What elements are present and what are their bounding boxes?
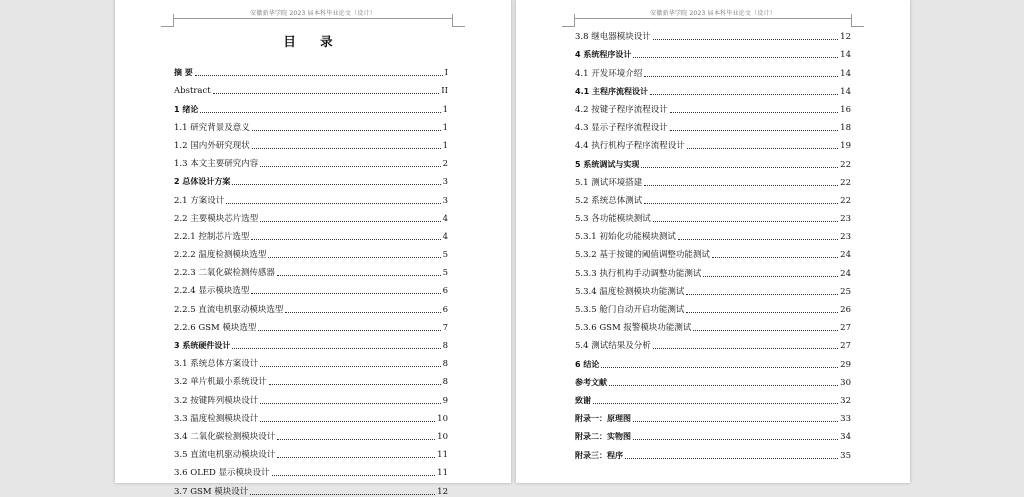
toc-dot-leader bbox=[213, 92, 440, 94]
toc-entry-page-number: 7 bbox=[442, 322, 448, 333]
toc-dot-leader bbox=[277, 456, 435, 458]
toc-entry-page-number: 12 bbox=[437, 486, 448, 497]
toc-entry-page-number: 6 bbox=[442, 304, 448, 315]
toc-entry-label: 2.2.2 温度检测模块选型 bbox=[174, 250, 267, 261]
toc-entry-page-number: 10 bbox=[437, 413, 448, 424]
page-header: 安徽新华学院 2023 届本科毕业论文（设计） bbox=[650, 10, 776, 17]
toc-entry-page-number: 34 bbox=[840, 432, 851, 443]
toc-list-left bbox=[174, 60, 448, 497]
toc-entry[interactable] bbox=[174, 387, 448, 405]
toc-entry-label: 摘 要 bbox=[174, 68, 193, 78]
toc-dot-leader bbox=[653, 347, 838, 349]
toc-entry-label: 5.3.3 执行机构手动调整功能测试 bbox=[575, 268, 702, 279]
toc-entry[interactable] bbox=[575, 115, 851, 133]
toc-entry[interactable] bbox=[174, 60, 448, 78]
toc-entry[interactable] bbox=[174, 278, 448, 296]
toc-dot-leader bbox=[687, 147, 838, 149]
toc-entry-label: 5.3.2 基于按键的阈值调整功能测试 bbox=[575, 250, 710, 261]
toc-entry[interactable] bbox=[174, 115, 448, 133]
toc-entry[interactable] bbox=[575, 333, 851, 351]
toc-entry[interactable] bbox=[575, 315, 851, 333]
toc-entry[interactable] bbox=[575, 188, 851, 206]
toc-entry-page-number: 19 bbox=[840, 141, 851, 152]
toc-entry[interactable] bbox=[174, 460, 448, 478]
toc-entry[interactable] bbox=[174, 151, 448, 169]
toc-entry-label: 5 系统调试与实现 bbox=[575, 159, 640, 169]
toc-dot-leader bbox=[650, 93, 838, 95]
toc-entry[interactable] bbox=[174, 315, 448, 333]
toc-dot-leader bbox=[195, 74, 443, 76]
toc-entry[interactable] bbox=[174, 424, 448, 442]
toc-entry[interactable] bbox=[575, 97, 851, 115]
toc-entry-page-number: 8 bbox=[442, 341, 448, 351]
toc-dot-leader bbox=[252, 147, 441, 149]
toc-entry-label: 2.2.3 二氧化碳检测传感器 bbox=[174, 268, 275, 279]
document-page-left bbox=[115, 0, 511, 497]
toc-entry-page-number: 22 bbox=[840, 177, 851, 188]
toc-dot-leader bbox=[641, 166, 838, 168]
toc-entry-page-number: 14 bbox=[840, 68, 851, 79]
toc-entry[interactable] bbox=[575, 151, 851, 169]
toc-entry-label: 2.1 方案设计 bbox=[174, 195, 225, 206]
toc-entry-page-number: 27 bbox=[840, 323, 851, 334]
toc-dot-leader bbox=[653, 38, 838, 40]
toc-entry-label: 3.8 继电器模块设计 bbox=[575, 32, 651, 43]
toc-entry[interactable] bbox=[575, 279, 851, 297]
toc-entry-label: 2.2.1 控制芯片选型 bbox=[174, 231, 250, 242]
toc-entry-label: 5.3.4 温度检测模块功能测试 bbox=[575, 286, 685, 297]
toc-entry-label: 5.3.1 初始化功能模块测试 bbox=[575, 232, 676, 243]
toc-entry[interactable] bbox=[174, 96, 448, 114]
toc-entry-page-number: 23 bbox=[840, 214, 851, 225]
toc-entry[interactable] bbox=[174, 478, 448, 496]
toc-dot-leader bbox=[252, 129, 441, 131]
toc-entry-label: 3.2 按键阵列模块设计 bbox=[174, 395, 259, 406]
toc-entry-label: 4.1 主程序流程设计 bbox=[575, 86, 648, 96]
toc-entry-label: 1.3 本文主要研究内容 bbox=[174, 159, 259, 170]
header-divider bbox=[574, 18, 852, 19]
toc-entry-label: 4 系统程序设计 bbox=[575, 50, 632, 60]
toc-dot-leader bbox=[268, 256, 440, 258]
toc-entry-page-number: 12 bbox=[840, 32, 851, 43]
toc-dot-leader bbox=[633, 420, 838, 422]
toc-dot-leader bbox=[251, 238, 440, 240]
toc-dot-leader bbox=[269, 383, 441, 385]
toc-entry-label: 2.2.4 显示模块选型 bbox=[174, 286, 250, 297]
toc-entry-page-number: 32 bbox=[840, 395, 851, 406]
toc-dot-leader bbox=[251, 292, 440, 294]
toc-entry[interactable] bbox=[174, 187, 448, 205]
crop-mark-left bbox=[161, 14, 174, 27]
toc-entry[interactable] bbox=[174, 369, 448, 387]
toc-entry-label: 6 结论 bbox=[575, 359, 600, 369]
crop-mark-right bbox=[452, 14, 465, 27]
toc-entry-label: 1.2 国内外研究现状 bbox=[174, 140, 250, 151]
toc-entry-label: 3.3 温度检测模块设计 bbox=[174, 413, 259, 424]
toc-entry-page-number: 1 bbox=[442, 140, 448, 151]
toc-dot-leader bbox=[703, 275, 838, 277]
toc-entry-page-number: 1 bbox=[442, 104, 448, 115]
toc-dot-leader bbox=[686, 293, 838, 295]
toc-entry[interactable] bbox=[174, 442, 448, 460]
toc-entry-label: 3.7 GSM 模块设计 bbox=[174, 486, 249, 497]
toc-entry-page-number: 11 bbox=[437, 450, 448, 461]
toc-dot-leader bbox=[277, 438, 435, 440]
toc-entry[interactable] bbox=[174, 242, 448, 260]
toc-dot-leader bbox=[678, 238, 838, 240]
toc-entry[interactable] bbox=[575, 24, 851, 42]
toc-dot-leader bbox=[250, 493, 435, 495]
crop-mark-left bbox=[562, 14, 575, 27]
toc-entry[interactable] bbox=[575, 133, 851, 151]
toc-dot-leader bbox=[277, 274, 441, 276]
toc-entry[interactable] bbox=[575, 260, 851, 278]
toc-entry-page-number: 3 bbox=[442, 195, 448, 206]
toc-title: 目 录 bbox=[283, 34, 343, 49]
toc-entry[interactable] bbox=[575, 224, 851, 242]
toc-entry-label: 附录二：实物图 bbox=[575, 432, 631, 442]
toc-entry-label: Abstract bbox=[174, 86, 211, 97]
toc-entry-label: 3.4 二氧化碳检测模块设计 bbox=[174, 431, 276, 442]
toc-entry[interactable] bbox=[575, 60, 851, 78]
toc-entry[interactable] bbox=[174, 133, 448, 151]
toc-entry-page-number: 9 bbox=[442, 395, 448, 406]
toc-entry[interactable] bbox=[174, 296, 448, 314]
toc-entry-page-number: 25 bbox=[840, 286, 851, 297]
toc-entry[interactable] bbox=[575, 370, 851, 388]
toc-entry-page-number: 2 bbox=[442, 159, 448, 170]
toc-entry[interactable] bbox=[174, 224, 448, 242]
toc-entry-page-number: 4 bbox=[442, 213, 448, 224]
toc-entry-page-number: 22 bbox=[840, 159, 851, 170]
toc-dot-leader bbox=[693, 329, 838, 331]
toc-dot-leader bbox=[593, 402, 838, 404]
toc-entry-page-number: 5 bbox=[442, 250, 448, 261]
toc-entry-page-number: 27 bbox=[840, 341, 851, 352]
toc-entry-label: 4.3 显示子程序流程设计 bbox=[575, 123, 668, 134]
document-page-right bbox=[516, 0, 910, 483]
toc-entry-label: 4.2 按键子程序流程设计 bbox=[575, 104, 668, 115]
toc-dot-leader bbox=[232, 183, 440, 185]
toc-entry-label: 5.3 各功能模块测试 bbox=[575, 214, 651, 225]
toc-entry-page-number: I bbox=[444, 68, 448, 79]
toc-entry-page-number: 18 bbox=[840, 123, 851, 134]
toc-entry-label: 2.2.5 直流电机驱动模块选型 bbox=[174, 304, 284, 315]
toc-dot-leader bbox=[609, 384, 838, 386]
toc-entry-label: 致谢 bbox=[575, 395, 591, 405]
toc-entry-page-number: 35 bbox=[840, 450, 851, 461]
toc-entry[interactable] bbox=[174, 406, 448, 424]
toc-entry-label: 3.1 系统总体方案设计 bbox=[174, 359, 259, 370]
toc-dot-leader bbox=[272, 474, 436, 476]
toc-entry-page-number: 14 bbox=[840, 86, 851, 97]
toc-entry-page-number: 29 bbox=[840, 359, 851, 370]
page-header: 安徽新华学院 2023 届本科毕业论文（设计） bbox=[250, 10, 376, 17]
toc-entry-page-number: 16 bbox=[840, 104, 851, 115]
toc-entry[interactable] bbox=[575, 297, 851, 315]
toc-entry[interactable] bbox=[174, 78, 448, 96]
toc-entry[interactable] bbox=[575, 351, 851, 369]
toc-dot-leader bbox=[260, 420, 435, 422]
toc-entry[interactable] bbox=[575, 406, 851, 424]
toc-entry-label: 5.3.5 舱门自动开启功能测试 bbox=[575, 305, 685, 315]
toc-dot-leader bbox=[686, 311, 838, 313]
toc-dot-leader bbox=[232, 347, 440, 349]
toc-entry[interactable] bbox=[575, 442, 851, 460]
toc-entry-label: 4.1 开发环境介绍 bbox=[575, 68, 643, 79]
toc-dot-leader bbox=[226, 202, 440, 204]
toc-entry-page-number: 33 bbox=[840, 414, 851, 425]
toc-dot-leader bbox=[625, 457, 838, 459]
toc-dot-leader bbox=[260, 165, 440, 167]
toc-entry[interactable] bbox=[174, 260, 448, 278]
crop-mark-right bbox=[851, 14, 864, 27]
header-divider bbox=[173, 18, 453, 19]
toc-entry-label: 3.6 OLED 显示模块设计 bbox=[174, 468, 270, 479]
toc-entry-label: 5.3.6 GSM 报警模块功能测试 bbox=[575, 323, 692, 334]
toc-dot-leader bbox=[670, 111, 838, 113]
toc-entry[interactable] bbox=[575, 388, 851, 406]
toc-entry[interactable] bbox=[174, 351, 448, 369]
toc-entry[interactable] bbox=[174, 206, 448, 224]
toc-entry[interactable] bbox=[575, 42, 851, 60]
toc-dot-leader bbox=[644, 75, 838, 77]
toc-entry-label: 附录三：程序 bbox=[575, 450, 623, 460]
toc-entry-page-number: 10 bbox=[437, 431, 448, 442]
toc-entry-label: 3.5 直流电机驱动模块设计 bbox=[174, 450, 276, 461]
toc-entry[interactable] bbox=[575, 79, 851, 97]
toc-entry-page-number: 30 bbox=[840, 377, 851, 388]
toc-entry[interactable] bbox=[174, 333, 448, 351]
toc-entry-label: 3.2 单片机最小系统设计 bbox=[174, 377, 267, 388]
toc-entry-page-number: 5 bbox=[442, 268, 448, 279]
toc-entry-page-number: 26 bbox=[840, 305, 851, 315]
toc-entry-page-number: 11 bbox=[437, 468, 448, 479]
toc-entry-label: 5.1 测试环境搭建 bbox=[575, 177, 643, 188]
toc-entry-label: 2.2 主要模块芯片选型 bbox=[174, 213, 259, 224]
toc-entry-page-number: 24 bbox=[840, 250, 851, 261]
toc-entry[interactable] bbox=[575, 242, 851, 260]
toc-entry-label: 5.2 系统总体测试 bbox=[575, 195, 643, 206]
toc-entry[interactable] bbox=[174, 169, 448, 187]
toc-dot-leader bbox=[644, 184, 838, 186]
toc-entry-label: 4.4 执行机构子程序流程设计 bbox=[575, 141, 685, 152]
toc-entry[interactable] bbox=[575, 424, 851, 442]
toc-entry-page-number: 6 bbox=[442, 286, 448, 297]
toc-list-right bbox=[575, 24, 851, 461]
toc-dot-leader bbox=[601, 366, 838, 368]
toc-entry-page-number: 22 bbox=[840, 195, 851, 206]
toc-entry-label: 2.2.6 GSM 模块选型 bbox=[174, 322, 257, 333]
toc-entry[interactable] bbox=[575, 170, 851, 188]
toc-dot-leader bbox=[285, 311, 440, 313]
toc-dot-leader bbox=[644, 202, 838, 204]
toc-entry-page-number: 8 bbox=[442, 377, 448, 388]
toc-entry-label: 1 绪论 bbox=[174, 104, 199, 114]
toc-dot-leader bbox=[712, 256, 838, 258]
toc-entry-page-number: 24 bbox=[840, 268, 851, 279]
toc-entry-label: 2 总体设计方案 bbox=[174, 177, 231, 187]
toc-dot-leader bbox=[260, 402, 440, 404]
toc-entry-label: 1.1 研究背景及意义 bbox=[174, 122, 250, 133]
toc-dot-leader bbox=[200, 111, 440, 113]
toc-entry[interactable] bbox=[575, 206, 851, 224]
toc-dot-leader bbox=[260, 220, 440, 222]
toc-dot-leader bbox=[670, 129, 838, 131]
toc-entry-page-number: II bbox=[441, 86, 448, 97]
toc-entry-label: 3 系统硬件设计 bbox=[174, 341, 231, 350]
toc-dot-leader bbox=[653, 220, 838, 222]
toc-entry-page-number: 4 bbox=[442, 231, 448, 242]
toc-dot-leader bbox=[633, 438, 838, 440]
toc-entry-label: 5.4 测试结果及分析 bbox=[575, 341, 651, 352]
toc-dot-leader bbox=[258, 329, 440, 331]
toc-dot-leader bbox=[260, 365, 440, 367]
toc-entry-label: 参考文献 bbox=[575, 377, 607, 387]
toc-entry-label: 附录一：原理图 bbox=[575, 414, 631, 424]
toc-entry-page-number: 23 bbox=[840, 232, 851, 243]
toc-entry-page-number: 14 bbox=[840, 50, 851, 61]
toc-entry-page-number: 3 bbox=[442, 177, 448, 188]
toc-entry-page-number: 1 bbox=[442, 122, 448, 133]
toc-dot-leader bbox=[633, 56, 838, 58]
toc-entry-page-number: 8 bbox=[442, 359, 448, 370]
